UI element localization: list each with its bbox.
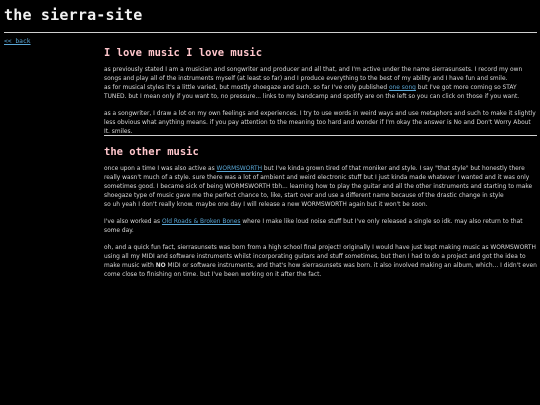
section-music-body xyxy=(104,66,537,137)
paragraph xyxy=(104,244,537,280)
section-heading-other-music: the other music xyxy=(104,146,199,158)
paragraph-text: as previously stated I am a musician and songwriter and producer and all that, and I'm active under the name sierrasunsets. I record my own songs and play all of the instruments myself (at least so far) and I produce everything to the best of my ability and I have fun and smile. xyxy=(104,67,523,82)
paragraph-text: I've also worked as xyxy=(104,219,162,225)
paragraph-text: MIDI or software instruments, and that's how sierrasunsets was born. it also involved making an album, which... I didn't even come close to finishing on time. but I've been working on it after the fact. xyxy=(104,263,537,278)
paragraph-text: so uh yeah I don't really know. maybe one day I will release a new WORMSWORTH again but it won't be soon. xyxy=(104,202,428,208)
section-divider xyxy=(104,135,537,136)
emphasis-text: NO xyxy=(155,263,166,269)
section-heading-music: I love music I love music xyxy=(104,47,263,59)
paragraph: as a songwriter, I draw a lot on my own feelings and experiences. I try to use words in weird ways and use metaphors and such to make it slightly less obvious what anything means. if you pay attention to the meaning too hard and wonder if I'm okay the answer is No and Don't Worry About It. smiles. xyxy=(104,111,536,135)
section-other-music xyxy=(104,146,537,158)
section-other-music-body xyxy=(104,165,537,280)
paragraph xyxy=(104,165,537,210)
section-music xyxy=(104,47,537,59)
wormsworth-link[interactable]: WORMSWORTH xyxy=(216,166,263,172)
paragraph-text: once upon a time I was also active as xyxy=(104,166,217,172)
paragraph-text: where I make like loud noise stuff but I've only released a single so idk. may also return to that some day. xyxy=(104,219,523,234)
one-song-link[interactable]: one song xyxy=(388,85,416,91)
back-link[interactable]: << back xyxy=(4,38,31,45)
paragraph-text: as for musical styles it's a little varied, but mostly shoegaze and such. so far I've only published xyxy=(104,85,389,91)
paragraph-text: but I've kinda grown tired of that moniker and style. I say "that style" but honestly there really wasn't much of a style. sure there was a lot of ambient and weird electronic stuff but I just kinda made whatever I wanted and it was only sometimes good. I became sick of being WORMSWORTH tbh... learning how to play the guitar and all the other instruments and starting to make shoegaze type of music gave me the perfect chance to, like, start over and use a different name because of the drastic change in style xyxy=(104,166,533,199)
paragraph-text: but I've got more coming so STAY TUNED. but I mean only if you want to, no pressure... links to my bandcamp and spotify are on the left so you can click on those if you want. xyxy=(104,85,520,100)
paragraph xyxy=(104,218,537,236)
paragraph-text: oh, and a quick fun fact, sierrasunsets was born from a high school final project! originally I would have just kept making music as WORMSWORTH using all my MIDI and software instruments whilst incorporating guitars and stuff sometimes, but then I had to do a project and got the idea to make music with xyxy=(104,245,536,269)
site-title: the sierra-site xyxy=(4,6,143,24)
paragraph xyxy=(104,66,537,102)
old-roads-broken-bones-link[interactable]: Old Roads & Broken Bones xyxy=(161,219,241,225)
header-divider xyxy=(4,32,537,33)
